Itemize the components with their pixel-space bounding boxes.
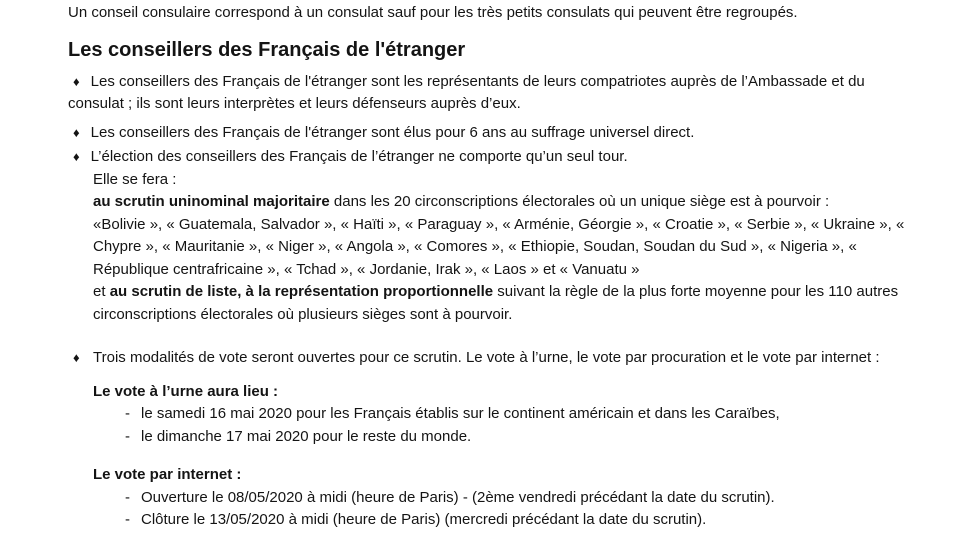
vote-internet-item [125,509,910,532]
vote-internet-item [125,487,910,510]
bullet-text: Les conseillers des Français de l'étranger sont élus pour 6 ans au suffrage universel direct. [90,123,695,141]
vote-urne-item [125,426,910,449]
vote-internet-item-text: Clôture le 13/05/2020 à midi (heure de Paris) (mercredi précédant la date du scrutin). [141,511,707,528]
dash-bullet-icon: - [125,511,130,528]
vote-urne-section [93,381,910,532]
scrutin-uninominal-rest: dans les 20 circonscriptions électorales où un unique siège est à pourvoir : [329,193,830,210]
dash-bullet-icon: - [125,427,130,445]
bullet-item-election [68,146,910,169]
scrutin-uninominal-paragraph [93,191,910,214]
scrutin-uninominal-bold: au scrutin uninominal majoritaire [93,193,330,210]
vote-urne-item-text: le dimanche 17 mai 2020 pour le reste du monde. [141,427,472,445]
diamond-bullet-icon: ♦ [73,124,80,140]
bullet-item-representants [68,71,910,116]
vote-urne-item-text: le samedi 16 mai 2020 pour les Français établis sur le continent américain et dans les Caraïbes, [141,405,780,422]
bullet-text: L’élection des conseillers des Français de l’étranger ne comporte qu’un seul tour. [90,148,628,165]
vote-urne-title: Le vote à l’urne aura lieu : [93,382,279,400]
diamond-bullet-icon: ♦ [73,73,80,89]
diamond-bullet-icon: ♦ [73,149,80,164]
diamond-bullet-icon: ♦ [73,350,80,365]
section-heading: Les conseillers des Français de l'étranger [68,38,466,61]
bullet-item-elus [68,122,910,145]
intro-paragraph: Un conseil consulaire correspond à un consulat sauf pour les très petits consulats qui peuvent être regroupés. [68,4,798,21]
elle-se-fera-line: Elle se fera : [93,170,177,188]
vote-internet-item-text: Ouverture le 08/05/2020 à midi (heure de Paris) - (2ème vendredi précédant la date du scrutin). [141,488,775,506]
bullet-item-modalites [68,347,910,370]
vote-urne-item [125,403,910,426]
scrutin-liste-paragraph [93,281,910,326]
bullet-text: Trois modalités de vote seront ouvertes pour ce scrutin. Le vote à l’urne, le vote par procuration et le vote par internet : [93,349,880,366]
election-details-block [93,169,910,327]
bullet-text: Les conseillers des Français de l'étranger sont les représentants de leurs compatriotes auprès de l’Ambassade et du consulat ; ils sont leurs interprètes et leurs défenseurs auprès d’eux. [68,72,865,112]
scrutin-liste-prefix: et [93,283,110,300]
dash-bullet-icon: - [125,405,130,422]
scrutin-liste-rest: suivant la règle de la plus forte moyenne pour les 110 autres circonscriptions électorales où plusieurs sièges sont à pourvoir. [93,283,899,323]
dash-bullet-icon: - [125,488,130,506]
vote-internet-title: Le vote par internet : [93,466,242,483]
countries-list: «Bolivie », « Guatemala, Salvador », « Haïti », « Paraguay », « Arménie, Géorgie », « Croatie », « Serbie », « Ukraine », « Chypre », « Mauritanie », « Niger », « Angola », « Comores », « Ethiopie, Soudan, Soudan du Sud », « Nigeria », « République centrafricaine », « Tchad », « Jordanie, Irak », « Laos » et « Vanuatu » [93,215,905,278]
scrutin-liste-bold: au scrutin de liste, à la représentation proportionnelle [109,283,494,300]
